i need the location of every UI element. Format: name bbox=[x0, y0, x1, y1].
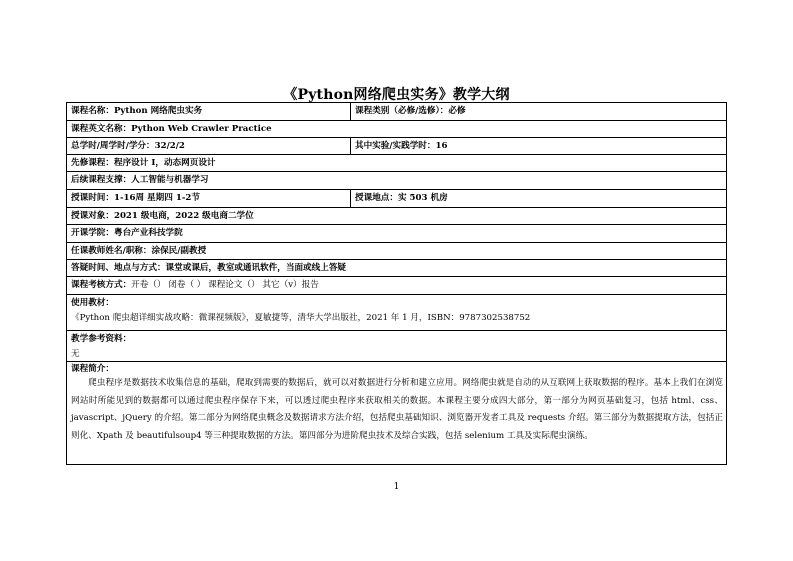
college-cell: 开课学院：粤台产业科技学院 bbox=[71, 228, 183, 239]
audience-cell: 授课对象：2021 级电商，2022 级电商二学位 bbox=[71, 210, 254, 221]
teaching-place-cell: 授课地点：实 503 机房 bbox=[355, 193, 448, 204]
followup-course-cell: 后续课程支撑：人工智能与机器学习 bbox=[71, 175, 209, 186]
table-row bbox=[67, 331, 726, 362]
table-row bbox=[67, 155, 726, 172]
references-label: 教学参考资料： bbox=[71, 334, 132, 344]
assessment-label: 课程考核方式： bbox=[71, 280, 132, 291]
course-category-cell: 课程类别（必修/选修）：必修 bbox=[355, 106, 466, 117]
textbook-label: 使用教材： bbox=[71, 298, 114, 308]
course-name-cell: 课程名称：Python 网络爬虫实务 bbox=[67, 103, 351, 120]
table-row bbox=[67, 243, 726, 260]
table-row bbox=[67, 277, 726, 295]
teaching-time-cell: 授课时间：1-16周 星期四 1-2节 bbox=[67, 190, 351, 207]
syllabus-table bbox=[66, 102, 727, 465]
document-title: 《Python网络爬虫实务》教学大纲 bbox=[283, 87, 510, 103]
table-row bbox=[67, 225, 726, 243]
table-row bbox=[67, 103, 726, 121]
references-content: 无 bbox=[71, 348, 80, 359]
page-number: 1 bbox=[393, 482, 400, 492]
qa-cell: 答疑时间、地点与方式：课堂或课后，教室或通讯软件，当面或线上答疑 bbox=[71, 262, 347, 273]
hours-cell: 总学时/周学时/学分：32/2/2 bbox=[67, 138, 351, 154]
table-row bbox=[67, 362, 726, 464]
prerequisite-cell: 先修课程：程序设计 I，动态网页设计 bbox=[71, 157, 216, 168]
teacher-cell: 任课教师姓名/职称：涂保民/副教授 bbox=[71, 245, 207, 256]
lab-hours-cell: 其中实验/实践学时：16 bbox=[355, 140, 448, 151]
table-row bbox=[67, 260, 726, 277]
table-row bbox=[67, 172, 726, 190]
table-row bbox=[67, 208, 726, 225]
course-english-name-cell: 课程英文名称：Python Web Crawler Practice bbox=[71, 123, 272, 134]
intro-paragraph: 爬虫程序是数据技术收集信息的基础，爬取到需要的数据后，就可以对数据进行分析和建立应用。网络爬虫就是自动的从互联网上获取数据的程序。基本上我们在浏览网站时所能见到的数据都可以通过爬虫程序保存下来，可以透过爬虫程序来获取相关的数据。本课程主要分成四大部分，第一部分为网页基础复习，包括 html、css、javascript、jQuery 的介绍。第二部分为网络爬虫概念及数据请求方法介绍，包括爬虫基础知识、浏览器开发者工具及 requests 介绍。第三部分为数据提取方法，包括正则化、Xpath 及 beautifulsoup4 等三种提取数据的方法。第四部分为进阶爬虫技术及综合实践，包括 selenium 工具及实际爬虫演练。 bbox=[71, 377, 723, 442]
intro-label: 课程简介： bbox=[71, 364, 114, 374]
textbook-content: 《Python 爬虫超详细实战攻略：微课视频版》，夏敏捷等，清华大学出版社，2021 年 1 月，ISBN：9787302538752 bbox=[71, 312, 531, 323]
assessment-cell bbox=[67, 277, 726, 294]
table-row bbox=[67, 295, 726, 331]
table-row bbox=[67, 121, 726, 138]
table-row bbox=[67, 190, 726, 208]
assessment-options: 开卷（） 闭卷（ ） 课程论文（） 其它（v）报告 bbox=[131, 280, 319, 291]
table-row bbox=[67, 138, 726, 155]
